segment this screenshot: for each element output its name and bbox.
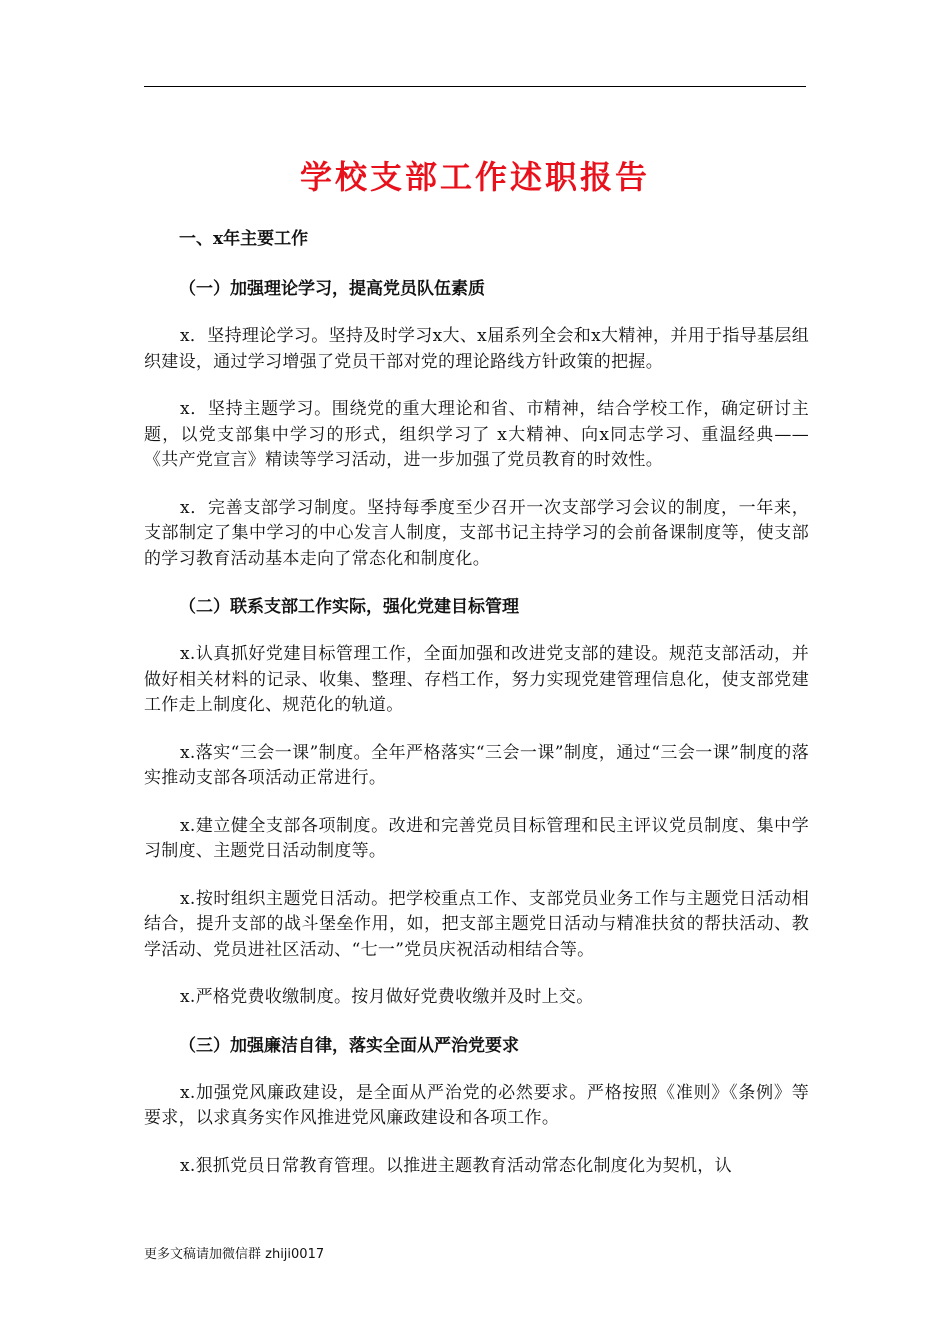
body-paragraph: x.严格党费收缴制度。按月做好党费收缴并及时上交。	[180, 987, 594, 1007]
body-paragraph: x．坚持理论学习。坚持及时学习x大、x届系列全会和x大精神，并用于指导基层组织建设，通过学习增强了党员干部对党的理论路线方针政策的把握。	[144, 326, 809, 372]
body-paragraph: x．完善支部学习制度。坚持每季度至少召开一次支部学习会议的制度，一年来，支部制定了集中学习的中心发言人制度，支部书记主持学习的会前备课制度等，使支部的学习教育活动基本走向了常态化和制度化。	[144, 497, 809, 569]
body-paragraph: x.认真抓好党建目标管理工作，全面加强和改进党支部的建设。规范支部活动，并做好相关材料的记录、收集、整理、存档工作，努力实现党建管理信息化，使支部党建工作走上制度化、规范化的轨道。	[144, 644, 809, 715]
subsection-heading: （二）联系支部工作实际，强化党建目标管理	[179, 597, 519, 617]
subsection-heading: （三）加强廉洁自律，落实全面从严治党要求	[179, 1035, 519, 1056]
body-paragraph: x.建立健全支部各项制度。改进和完善党员目标管理和民主评议党员制度、集中学习制度、主题党日活动制度等。	[144, 815, 809, 861]
body-paragraph: x.按时组织主题党日活动。把学校重点工作、支部党员业务工作与主题党日活动相结合，提升支部的战斗堡垒作用，如，把支部主题党日活动与精准扶贫的帮扶活动、教学活动、党员进社区活动、“七一”党员庆祝活动相结合等。	[144, 888, 809, 960]
body-paragraph: x.落实“三会一课”制度。全年严格落实“三会一课”制度，通过“三会一课”制度的落实推动支部各项活动正常进行。	[144, 742, 809, 788]
body-paragraph: x.加强党风廉政建设，是全面从严治党的必然要求。严格按照《准则》《条例》等要求，以求真务实作风推进党风廉政建设和各项工作。	[144, 1082, 809, 1128]
section-heading: 一、x年主要工作	[179, 229, 309, 249]
body-paragraph: x.狠抓党员日常教育管理。以推进主题教育活动常态化制度化为契机，认	[180, 1155, 732, 1176]
body-paragraph: x．坚持主题学习。围绕党的重大理论和省、市精神，结合学校工作，确定研讨主题，以党支部集中学习的形式，组织学习了 x大精神、向x同志学习、重温经典——《共产党宣言》精读等学习活动，进一步加强了党员教育的时效性。	[144, 399, 809, 470]
document-body	[144, 226, 809, 1201]
footer-note: 更多文稿请加微信群 zhiji0017	[144, 1247, 325, 1262]
header-rule	[144, 86, 806, 87]
subsection-heading: （一）加强理论学习，提高党员队伍素质	[179, 279, 485, 299]
document-title: 学校支部工作述职报告	[299, 158, 650, 196]
